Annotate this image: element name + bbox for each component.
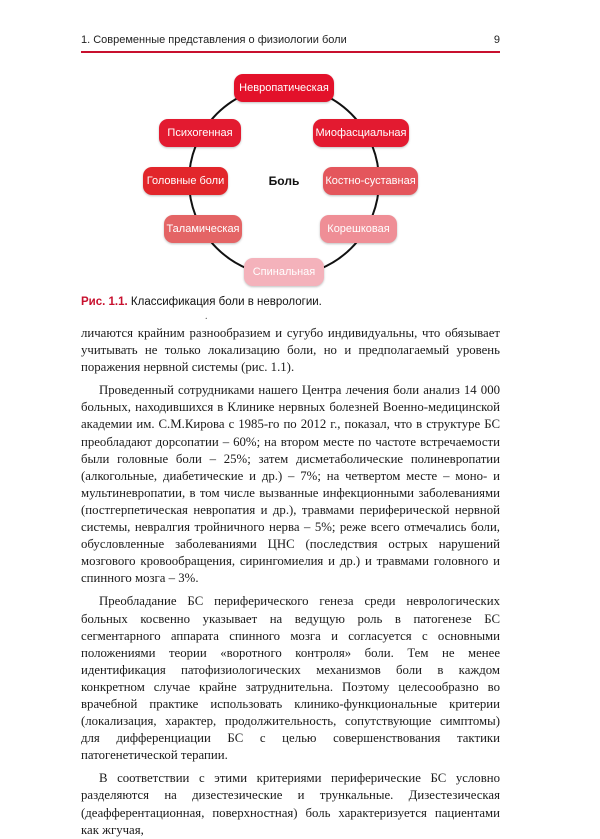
node-neuropathic: Невропатическая	[234, 74, 334, 102]
paragraph-4: В соответствии с этими критериями периферические БС условно разделяются на дизестезические и трункальные. Дизестезическая (деафферентационная, поверхностная) боль характеризуется пациентами как жгучая,	[81, 771, 500, 837]
paragraph-2: Проведенный сотрудниками нашего Центра лечения боли анализ 14 000 больных, находившихся в Клинике нервных болезней Военно-медицинской академии им. С.М.Кирова с 1985-го по 2012 г., показал, что в структуре БС преобладают дорсопатии – 60%; на втором месте по частоте встречаемости были головные боли – 25%; затем дисметаболические полиневропатии (алкогольные, диабетические и др.) – 7%; на четвертом месте – моно- и мультиневропатии, в том числе вызванные инфекционными заболеваниями (постгерпетическая невропатия и др.), травмами периферической нервной системы, невралгия тройничного нерва – 5%; реже всего отмечались боли, обусловленные заболеваниями ЦНС (последствия острых нарушений мозгового кровообращения, сирингомиелия и др.) и травмами головного и спинного мозга – 3%.	[81, 383, 500, 586]
stray-mark: .	[205, 311, 208, 322]
pain-classification-diagram	[0, 0, 600, 300]
caption-label: Рис. 1.1.	[81, 296, 128, 308]
page-number: 9	[493, 34, 500, 46]
node-psychogenic: Психогенная	[159, 119, 241, 147]
node-osteoarticular: Костно-суставная	[323, 167, 418, 195]
diagram-ring	[0, 0, 600, 300]
node-spinal: Спинальная	[244, 258, 324, 286]
node-headache: Головные боли	[143, 167, 228, 195]
running-head-title: 1. Современные представления о физиологии боли	[81, 34, 347, 46]
caption-text: Классификация боли в неврологии.	[127, 296, 322, 308]
body-text	[81, 325, 500, 839]
paragraph-3: Преобладание БС периферического генеза среди неврологических больных косвенно указывает на ведущую роль в патогенезе БС сегментарного аппарата спинного мозга и согласуется с основными положениями теории «воротного контроля» боли. Тем не менее идентификация патофизиологических механизмов боли в каждом конкретном случае крайне затруднительна. Поэтому целесообразно во врачебной практике использовать клинико-функциональные критерии (локализация, характер, продолжительность, сопутствующие симптомы) для дифференциации БС с целью совершенствования тактики патогенетической терапии.	[81, 594, 500, 763]
node-radicular: Корешковая	[320, 215, 397, 243]
node-myofascial: Миофасциальная	[313, 119, 409, 147]
figure-caption	[81, 296, 500, 308]
center-label: Боль	[268, 174, 300, 188]
paragraph-1: личаются крайним разнообразием и сугубо индивидуальны, что обязывает учитывать не только локализацию боли, но и предполагаемый уровень поражения нервной системы (рис. 1.1).	[81, 326, 500, 375]
node-thalamic: Таламическая	[164, 215, 242, 243]
